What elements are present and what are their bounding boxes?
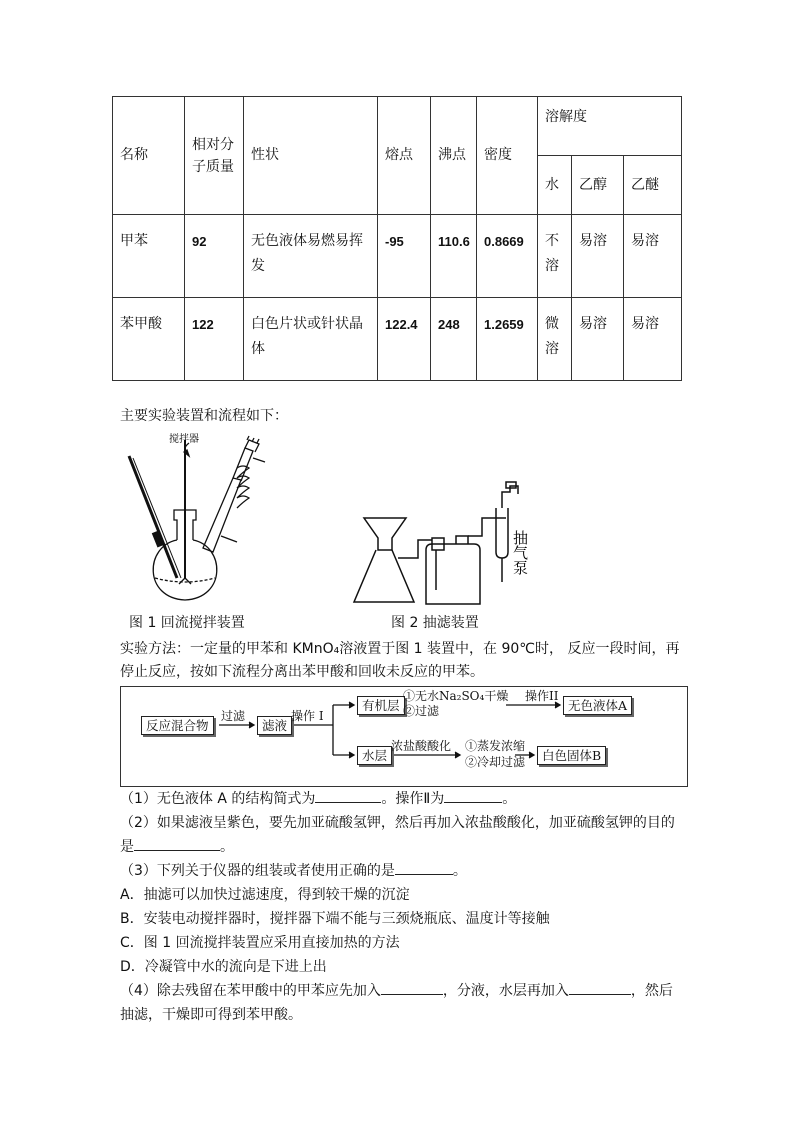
header-water: 水 <box>538 156 572 215</box>
box-aqueous-layer: 水层 <box>357 746 392 765</box>
cell-ether: 易溶 <box>624 298 682 381</box>
reflux-apparatus-figure <box>125 428 285 610</box>
suction-filtration-figure <box>352 478 542 608</box>
question-2-line1: （2）如果滤液呈紫色，要先加亚硫酸氢钾，然后再加入浓盐酸酸化，加亚硫酸氢钾的目的 <box>120 815 675 831</box>
cell-ether: 易溶 <box>624 215 682 298</box>
cell-state: 无色液体易燃易挥发 <box>244 215 378 298</box>
option-d: D．冷凝管中水的流向是下进上出 <box>120 959 327 975</box>
stirrer-label: 搅拌器 <box>169 434 199 445</box>
header-name: 名称 <box>113 97 185 215</box>
answer-blank[interactable] <box>381 980 443 995</box>
cell-state: 白色片状或针状晶体 <box>244 298 378 381</box>
question-2-line2: 是 。 <box>120 836 234 858</box>
header-ethanol: 乙醇 <box>572 156 624 215</box>
cell-ethanol: 易溶 <box>572 215 624 298</box>
cell-mp: 122.4 <box>378 298 431 381</box>
cell-water: 不溶 <box>538 215 572 298</box>
label-dry: ①无水Na₂SO₄干燥 <box>403 689 509 703</box>
label-evap: ①蒸发浓缩 <box>465 739 526 753</box>
answer-blank[interactable] <box>134 836 220 851</box>
question-4-line2: 抽滤，干燥即可得到苯甲酸。 <box>120 1007 302 1023</box>
header-mw: 相对分子质量 <box>185 97 244 215</box>
fig1-caption: 图 1 回流搅拌装置 <box>129 615 245 631</box>
cell-mw: 92 <box>185 215 244 298</box>
label-filter2: ②过滤 <box>403 704 440 718</box>
cell-mw: 122 <box>185 298 244 381</box>
table-row <box>113 215 682 298</box>
cell-bp: 248 <box>431 298 477 381</box>
header-state: 性状 <box>244 97 378 215</box>
fig2-caption: 图 2 抽滤装置 <box>391 615 479 631</box>
cell-mp: -95 <box>378 215 431 298</box>
header-mp: 熔点 <box>378 97 431 215</box>
header-solubility: 溶解度 <box>538 97 682 156</box>
answer-blank[interactable] <box>569 980 631 995</box>
method-line1: 实验方法：一定量的甲苯和 KMnO₄溶液置于图 1 装置中，在 90℃时， 反应一段时间，再 <box>120 641 680 657</box>
intro-text: 主要实验装置和流程如下： <box>120 408 288 424</box>
answer-blank[interactable] <box>315 788 381 803</box>
option-b: B．安装电动搅拌器时，搅拌器下端不能与三颈烧瓶底、温度计等接触 <box>120 911 550 927</box>
question-3: （3）下列关于仪器的组装或者使用正确的是 。 <box>120 860 467 882</box>
box-filtrate: 滤液 <box>257 716 292 735</box>
question-4-line1: （4）除去残留在苯甲酸中的甲苯应先加入 ，分液，水层再加入 ，然后 <box>120 980 673 1002</box>
answer-blank[interactable] <box>444 788 502 803</box>
label-acidify: 浓盐酸酸化 <box>391 739 452 753</box>
header-ether: 乙醚 <box>624 156 682 215</box>
cell-name: 苯甲酸 <box>113 298 185 381</box>
method-line2: 停止反应，按如下流程分离出苯甲酸和回收未反应的甲苯。 <box>120 664 484 680</box>
header-bp: 沸点 <box>431 97 477 215</box>
process-flowchart <box>120 686 688 787</box>
box-reaction-mixture: 反应混合物 <box>141 716 214 735</box>
properties-table <box>112 96 682 381</box>
table-row <box>113 298 682 381</box>
label-filter: 过滤 <box>221 709 246 723</box>
option-c: C．图 1 回流搅拌装置应采用直接加热的方法 <box>120 935 400 951</box>
box-organic-layer: 有机层 <box>357 696 405 715</box>
cell-water: 微溶 <box>538 298 572 381</box>
box-solid-b: 白色固体B <box>537 746 606 765</box>
answer-blank[interactable] <box>395 860 453 875</box>
cell-ethanol: 易溶 <box>572 298 624 381</box>
cell-name: 甲苯 <box>113 215 185 298</box>
cell-density: 0.8669 <box>477 215 538 298</box>
label-op1: 操作 I <box>291 709 324 723</box>
question-1: （1）无色液体 A 的结构简式为 。操作Ⅱ为 。 <box>120 788 516 810</box>
option-a: A．抽滤可以加快过滤速度，得到较干燥的沉淀 <box>120 887 410 903</box>
label-op2: 操作II <box>525 689 559 703</box>
header-density: 密度 <box>477 97 538 215</box>
pump-label: 抽气泵 <box>511 530 529 575</box>
cell-density: 1.2659 <box>477 298 538 381</box>
cell-bp: 110.6 <box>431 215 477 298</box>
box-liquid-a: 无色液体A <box>563 696 632 715</box>
label-cool: ②冷却过滤 <box>465 755 526 769</box>
